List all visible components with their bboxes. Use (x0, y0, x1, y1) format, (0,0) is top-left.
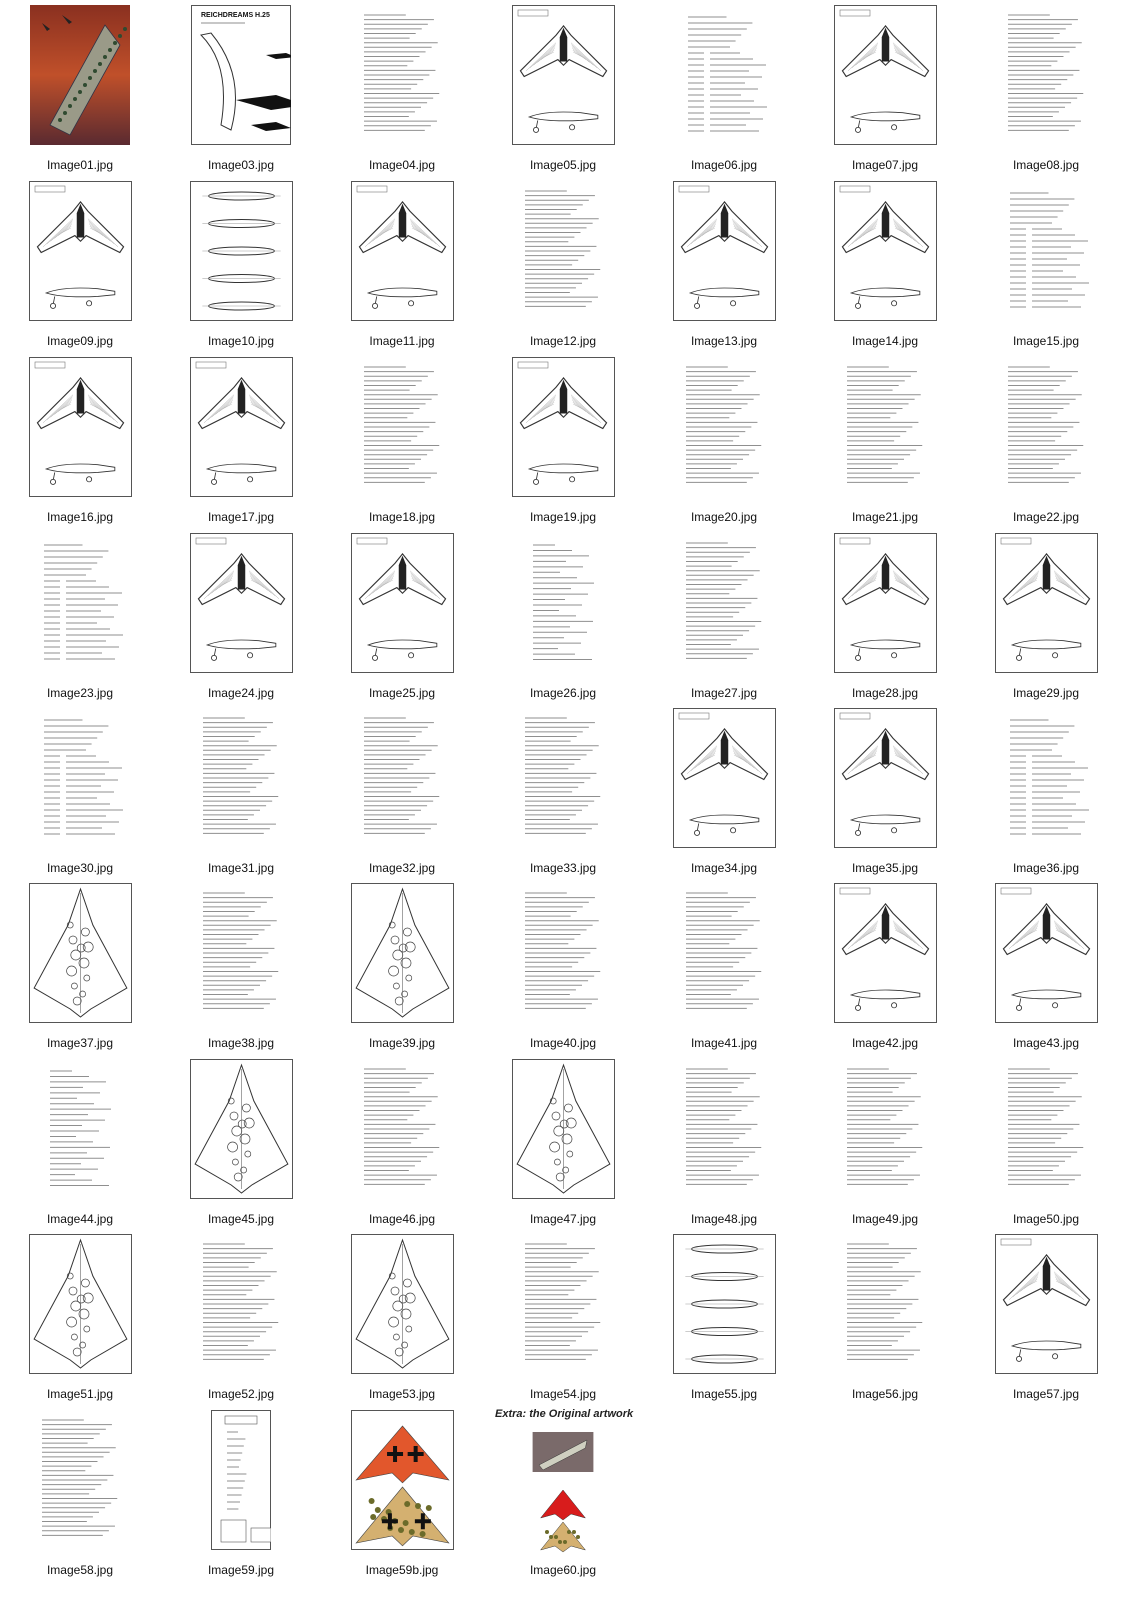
thumbnail-caption[interactable]: Image17.jpg (207, 510, 275, 524)
thumbnail-item[interactable] (161, 357, 321, 532)
thumbnail-image[interactable] (322, 1059, 482, 1207)
thumbnail-image[interactable] (0, 1410, 160, 1558)
thumbnail-item[interactable] (161, 708, 321, 883)
thumbnail-image[interactable] (483, 5, 643, 153)
thumbnail-image[interactable] (322, 1410, 482, 1558)
thumbnail-caption[interactable]: Image46.jpg (368, 1212, 436, 1226)
thumbnail-caption[interactable]: Image03.jpg (207, 158, 275, 172)
thumbnail-caption[interactable]: Image01.jpg (46, 158, 114, 172)
thumbnail-item[interactable] (966, 1234, 1125, 1409)
thumbnail-item[interactable] (0, 357, 160, 532)
thumbnail-item[interactable] (0, 1234, 160, 1409)
thumbnail-caption[interactable]: Image04.jpg (368, 158, 436, 172)
thumbnail-image[interactable] (161, 1059, 321, 1207)
thumbnail-item[interactable] (322, 5, 482, 180)
thumbnail-item[interactable] (322, 357, 482, 532)
thumbnail-caption[interactable]: Image49.jpg (851, 1212, 919, 1226)
thumbnail-image[interactable] (966, 5, 1125, 153)
thumbnail-image[interactable] (805, 533, 965, 681)
thumbnail-caption[interactable]: Image60.jpg (529, 1563, 597, 1577)
thumbnail-image[interactable] (161, 1234, 321, 1382)
thumbnail-item[interactable] (966, 533, 1125, 708)
extra-artwork-title: Extra: the Original artwork (495, 1408, 634, 1420)
thumbnail-item[interactable] (966, 181, 1125, 356)
thumbnail-caption[interactable]: Image19.jpg (529, 510, 597, 524)
thumbnail-caption[interactable]: Image05.jpg (529, 158, 597, 172)
thumbnail-image[interactable] (483, 181, 643, 329)
thumbnail-caption[interactable]: Image59b.jpg (365, 1563, 439, 1577)
thumbnail-caption[interactable]: Image07.jpg (851, 158, 919, 172)
thumbnail-caption[interactable]: Image37.jpg (46, 1036, 114, 1050)
thumbnail-item[interactable] (966, 357, 1125, 532)
thumbnail-caption[interactable]: Image26.jpg (529, 686, 597, 700)
thumbnail-caption[interactable]: Image44.jpg (46, 1212, 114, 1226)
thumbnail-caption[interactable]: Image43.jpg (1012, 1036, 1080, 1050)
thumbnail-image[interactable] (161, 1410, 321, 1558)
thumbnail-caption[interactable]: Image23.jpg (46, 686, 114, 700)
thumbnail-image[interactable] (0, 181, 160, 329)
thumbnail-image[interactable] (966, 1059, 1125, 1207)
thumbnail-image[interactable] (483, 1059, 643, 1207)
thumbnail-image[interactable] (322, 883, 482, 1031)
thumbnail-image[interactable] (0, 533, 160, 681)
thumbnail-image[interactable] (805, 357, 965, 505)
thumbnail-item[interactable] (322, 883, 482, 1058)
thumbnail-caption[interactable]: Image12.jpg (529, 334, 597, 348)
thumbnail-caption[interactable]: Image13.jpg (690, 334, 758, 348)
thumbnail-item[interactable] (644, 1059, 804, 1234)
thumbnail-caption[interactable]: Image14.jpg (851, 334, 919, 348)
thumbnail-item[interactable] (161, 181, 321, 356)
thumbnail-item[interactable] (805, 5, 965, 180)
thumbnail-caption[interactable]: Image28.jpg (851, 686, 919, 700)
thumbnail-caption[interactable]: Image30.jpg (46, 861, 114, 875)
thumbnail-item[interactable] (0, 1059, 160, 1234)
thumbnail-item[interactable] (322, 1234, 482, 1409)
thumbnail-item[interactable] (805, 708, 965, 883)
thumbnail-caption[interactable]: Image39.jpg (368, 1036, 436, 1050)
thumbnail-caption[interactable]: Image48.jpg (690, 1212, 758, 1226)
thumbnail-image[interactable] (161, 883, 321, 1031)
thumbnail-item[interactable] (644, 708, 804, 883)
thumbnail-item[interactable] (0, 883, 160, 1058)
thumbnail-image[interactable] (322, 5, 482, 153)
thumbnail-caption[interactable]: Image41.jpg (690, 1036, 758, 1050)
thumbnail-caption[interactable]: Image29.jpg (1012, 686, 1080, 700)
thumbnail-caption[interactable]: Image59.jpg (207, 1563, 275, 1577)
thumbnail-item[interactable] (0, 533, 160, 708)
thumbnail-item[interactable] (483, 181, 643, 356)
thumbnail-image[interactable] (161, 181, 321, 329)
thumbnail-caption[interactable]: Image31.jpg (207, 861, 275, 875)
thumbnail-item[interactable] (483, 357, 643, 532)
thumbnail-item[interactable] (483, 708, 643, 883)
thumbnail-caption[interactable]: Image24.jpg (207, 686, 275, 700)
thumbnail-caption[interactable]: Image40.jpg (529, 1036, 597, 1050)
thumbnail-image[interactable] (483, 357, 643, 505)
thumbnail-image[interactable] (644, 181, 804, 329)
thumbnail-image[interactable] (483, 1234, 643, 1382)
thumbnail-caption[interactable]: Image56.jpg (851, 1387, 919, 1401)
thumbnail-item[interactable] (966, 5, 1125, 180)
thumbnail-caption[interactable]: Image54.jpg (529, 1387, 597, 1401)
thumbnail-image[interactable] (161, 357, 321, 505)
thumbnail-item[interactable] (483, 1059, 643, 1234)
thumbnail-item[interactable] (322, 1059, 482, 1234)
thumbnail-caption[interactable]: Image33.jpg (529, 861, 597, 875)
thumbnail-item[interactable] (322, 1410, 482, 1585)
thumbnail-image[interactable] (966, 357, 1125, 505)
thumbnail-item[interactable] (805, 181, 965, 356)
thumbnail-caption[interactable]: Image15.jpg (1012, 334, 1080, 348)
thumbnail-item[interactable] (966, 1059, 1125, 1234)
thumbnail-item[interactable] (805, 357, 965, 532)
thumbnail-item[interactable] (161, 1234, 321, 1409)
thumbnail-item[interactable] (805, 1234, 965, 1409)
thumbnail-caption[interactable]: Image10.jpg (207, 334, 275, 348)
thumbnail-item[interactable] (161, 5, 321, 180)
thumbnail-caption[interactable]: Image06.jpg (690, 158, 758, 172)
thumbnail-image[interactable] (161, 533, 321, 681)
thumbnail-image[interactable] (483, 708, 643, 856)
thumbnail-caption[interactable]: Image36.jpg (1012, 861, 1080, 875)
thumbnail-caption[interactable]: Image16.jpg (46, 510, 114, 524)
thumbnail-image[interactable] (644, 5, 804, 153)
thumbnail-image[interactable] (0, 357, 160, 505)
thumbnail-item[interactable] (322, 181, 482, 356)
thumbnail-caption[interactable]: Image58.jpg (46, 1563, 114, 1577)
thumbnail-item[interactable] (0, 1410, 160, 1585)
thumbnail-image[interactable] (322, 708, 482, 856)
thumbnail-item[interactable] (805, 1059, 965, 1234)
thumbnail-item[interactable] (161, 1059, 321, 1234)
thumbnail-image[interactable] (644, 1059, 804, 1207)
thumbnail-item[interactable] (805, 883, 965, 1058)
thumbnail-caption[interactable]: Image21.jpg (851, 510, 919, 524)
thumbnail-image[interactable] (644, 1234, 804, 1382)
thumbnail-caption[interactable]: Image47.jpg (529, 1212, 597, 1226)
thumbnail-item[interactable] (322, 708, 482, 883)
thumbnail-caption[interactable]: Image18.jpg (368, 510, 436, 524)
thumbnail-image[interactable] (805, 1059, 965, 1207)
thumbnail-caption[interactable]: Image08.jpg (1012, 158, 1080, 172)
thumbnail-caption[interactable]: Image42.jpg (851, 1036, 919, 1050)
thumbnail-caption[interactable]: Image25.jpg (368, 686, 436, 700)
thumbnail-item[interactable] (161, 883, 321, 1058)
thumbnail-caption[interactable]: Image27.jpg (690, 686, 758, 700)
thumbnail-image[interactable] (805, 883, 965, 1031)
thumbnail-caption[interactable]: Image11.jpg (369, 334, 435, 348)
thumbnail-item[interactable] (966, 708, 1125, 883)
thumbnail-image[interactable] (161, 708, 321, 856)
thumbnail-caption[interactable]: Image34.jpg (690, 861, 758, 875)
thumbnail-item[interactable] (483, 1410, 643, 1585)
thumbnail-item[interactable] (966, 883, 1125, 1058)
thumbnail-caption[interactable]: Image20.jpg (690, 510, 758, 524)
thumbnail-image[interactable] (644, 357, 804, 505)
thumbnail-image[interactable] (322, 1234, 482, 1382)
thumbnail-caption[interactable]: Image22.jpg (1012, 510, 1080, 524)
thumbnail-image[interactable] (0, 5, 160, 153)
thumbnail-image[interactable] (966, 883, 1125, 1031)
thumbnail-image[interactable] (805, 5, 965, 153)
thumbnail-item[interactable] (161, 1410, 321, 1585)
thumbnail-image[interactable] (966, 708, 1125, 856)
thumbnail-image[interactable] (644, 708, 804, 856)
thumbnail-item[interactable] (483, 533, 643, 708)
thumbnail-image[interactable] (805, 1234, 965, 1382)
thumbnail-image[interactable] (322, 181, 482, 329)
thumbnail-caption[interactable]: Image09.jpg (46, 334, 114, 348)
thumbnail-image[interactable] (161, 5, 321, 153)
thumbnail-image[interactable] (322, 357, 482, 505)
thumbnail-image[interactable] (644, 533, 804, 681)
thumbnail-item[interactable] (644, 1234, 804, 1409)
thumbnail-caption[interactable]: Image38.jpg (207, 1036, 275, 1050)
thumbnail-item[interactable] (644, 357, 804, 532)
thumbnail-item[interactable] (644, 883, 804, 1058)
thumbnail-image[interactable] (805, 708, 965, 856)
thumbnail-item[interactable] (483, 5, 643, 180)
thumbnail-caption[interactable]: Image50.jpg (1012, 1212, 1080, 1226)
thumbnail-item[interactable] (805, 533, 965, 708)
thumbnail-image[interactable] (322, 533, 482, 681)
thumbnail-item[interactable] (0, 708, 160, 883)
thumbnail-caption[interactable]: Image53.jpg (368, 1387, 436, 1401)
thumbnail-image[interactable] (483, 883, 643, 1031)
thumbnail-item[interactable] (0, 181, 160, 356)
thumbnail-image[interactable] (0, 883, 160, 1031)
thumbnail-item[interactable] (644, 181, 804, 356)
thumbnail-image[interactable] (966, 1234, 1125, 1382)
thumbnail-item[interactable] (644, 533, 804, 708)
thumbnail-caption[interactable]: Image32.jpg (368, 861, 436, 875)
thumbnail-item[interactable] (644, 5, 804, 180)
thumbnail-image[interactable] (0, 1059, 160, 1207)
thumbnail-caption[interactable]: Image55.jpg (690, 1387, 758, 1401)
thumbnail-caption[interactable]: Image57.jpg (1012, 1387, 1080, 1401)
thumbnail-image[interactable] (0, 1234, 160, 1382)
thumbnail-item[interactable] (483, 1234, 643, 1409)
thumbnail-item[interactable] (483, 883, 643, 1058)
thumbnail-item[interactable] (161, 533, 321, 708)
thumbnail-image[interactable] (483, 1410, 643, 1558)
thumbnail-item[interactable] (0, 5, 160, 180)
thumbnail-image[interactable] (483, 533, 643, 681)
thumbnail-caption[interactable]: Image51.jpg (46, 1387, 114, 1401)
titlepage-heading: REICHDREAMS H.25 (201, 12, 270, 19)
thumbnail-caption[interactable]: Image52.jpg (207, 1387, 275, 1401)
thumbnail-caption[interactable]: Image35.jpg (851, 861, 919, 875)
thumbnail-caption[interactable]: Image45.jpg (207, 1212, 275, 1226)
thumbnail-item[interactable] (322, 533, 482, 708)
thumbnail-image[interactable] (805, 181, 965, 329)
thumbnail-image[interactable] (966, 533, 1125, 681)
thumbnail-image[interactable] (966, 181, 1125, 329)
thumbnail-image[interactable] (644, 883, 804, 1031)
thumbnail-image[interactable] (0, 708, 160, 856)
